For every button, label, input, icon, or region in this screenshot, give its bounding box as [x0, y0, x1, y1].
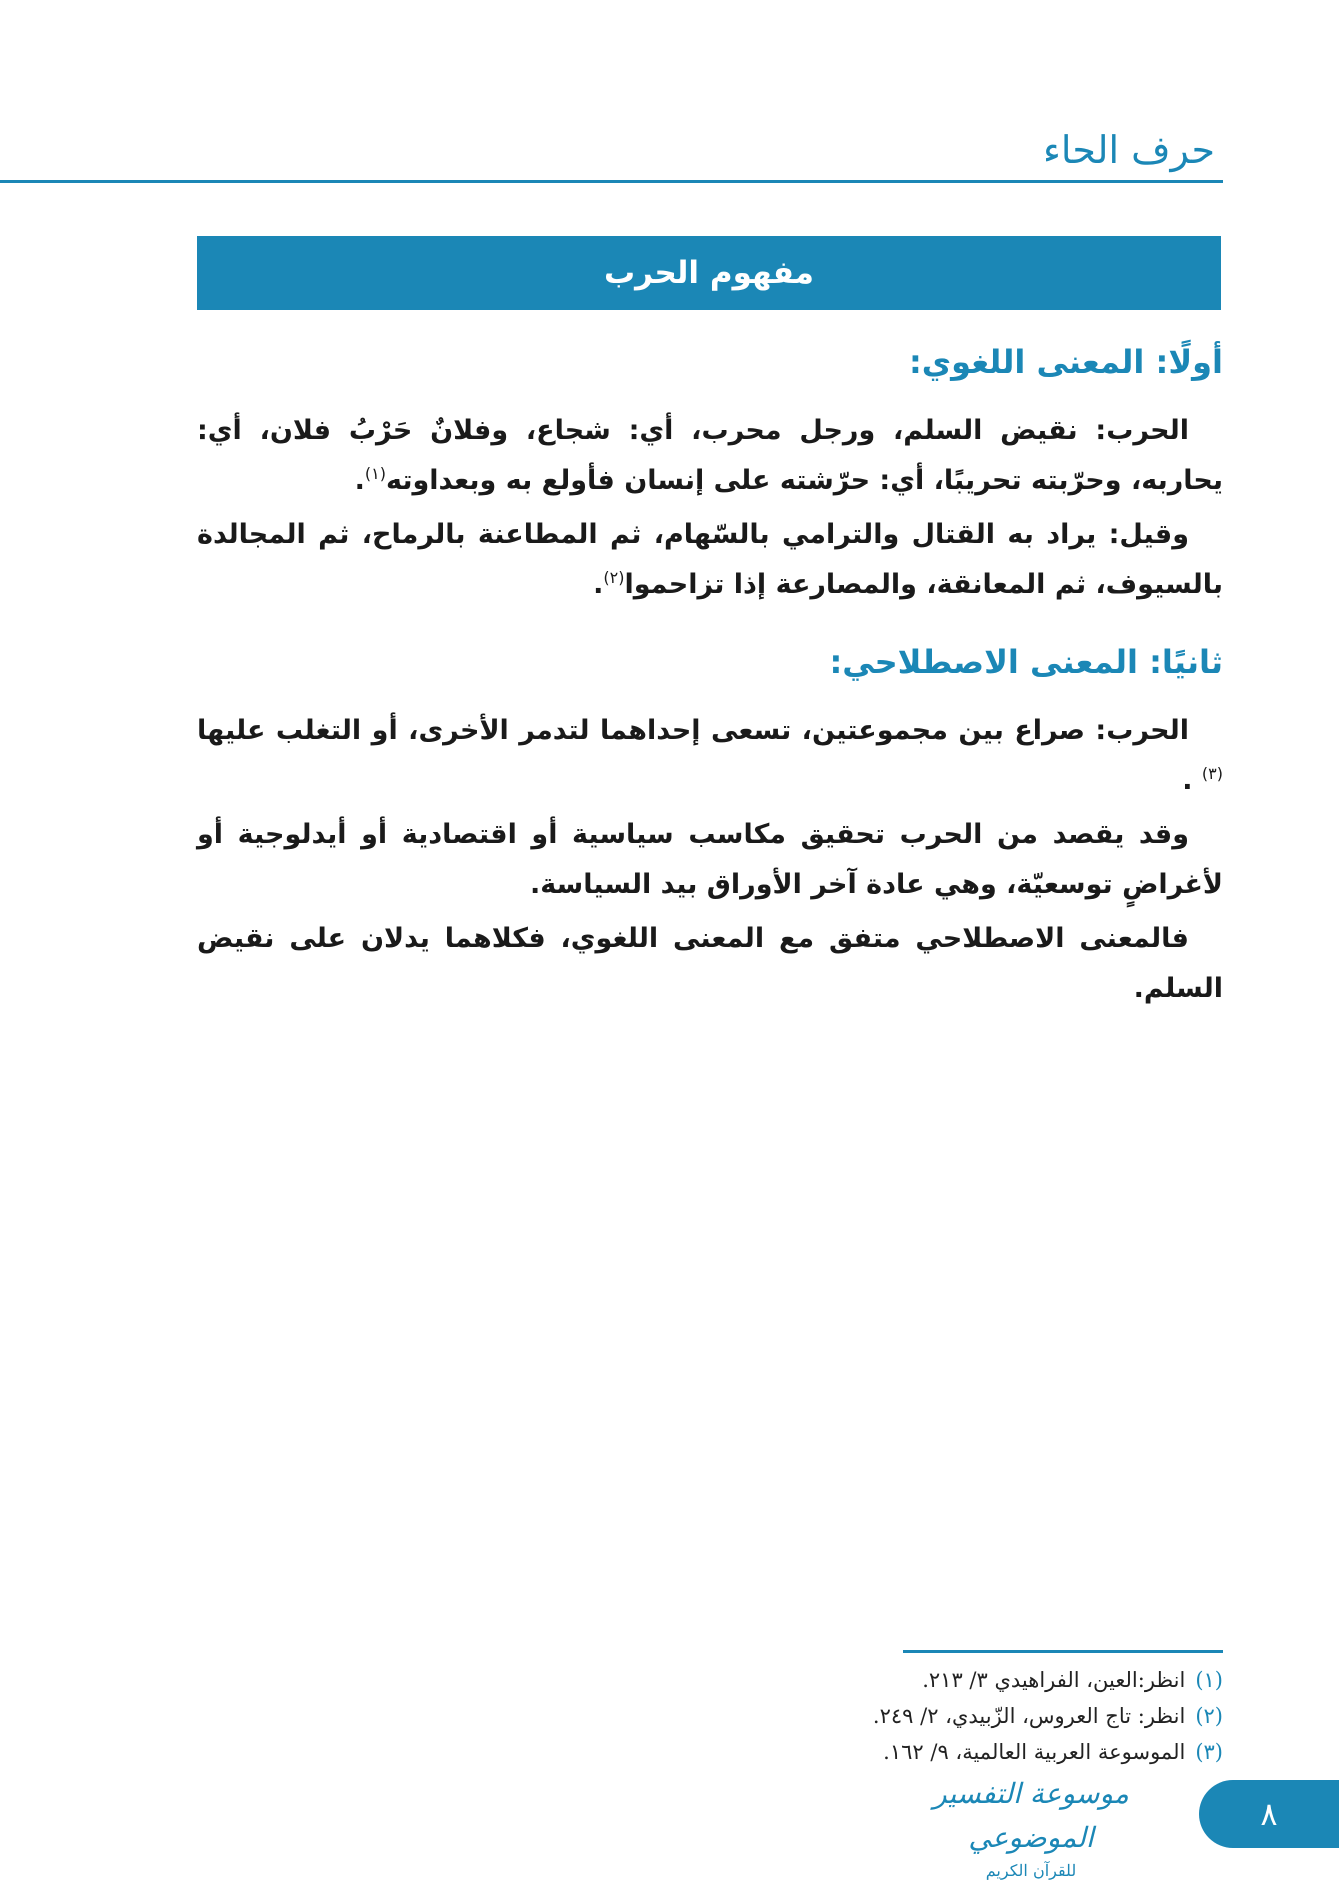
paragraph [197, 706, 1223, 806]
footnote-number: (٣) [1195, 1740, 1223, 1764]
footnote-ref[interactable]: (١) [364, 464, 386, 483]
footnote-text: انظر:العين، الفراهيدي ٣/ ٢١٣. [922, 1668, 1186, 1692]
paragraph [197, 914, 1223, 1014]
main-content [197, 330, 1223, 1018]
footnote-item [603, 1734, 1223, 1770]
paragraph [197, 510, 1223, 610]
logo-main-text: موسوعة التفسير الموضوعي [933, 1777, 1129, 1854]
paragraph-text: وقيل: يراد به القتال والترامي بالسّهام، ثم المطاعنة بالرماح، ثم المجالدة بالسيوف، ثم المعانقة، والمصارعة إذا تزاحموا [197, 519, 1223, 600]
footnote-text: الموسوعة العربية العالمية، ٩/ ١٦٢. [883, 1740, 1186, 1764]
encyclopedia-logo [891, 1772, 1171, 1882]
running-header-title: حرف الحاء [1042, 128, 1215, 172]
paragraph [197, 810, 1223, 910]
page-number: ٨ [1260, 1795, 1278, 1833]
section-heading-terminological: ثانيًا: المعنى الاصطلاحي: [829, 643, 1223, 681]
footnotes-list [603, 1662, 1223, 1770]
paragraph-text: فالمعنى الاصطلاحي متفق مع المعنى اللغوي، فكلاهما يدلان على نقيض السلم. [197, 923, 1223, 1004]
paragraph [197, 406, 1223, 506]
footnote-number: (١) [1195, 1668, 1223, 1692]
chapter-title: مفهوم الحرب [604, 255, 814, 291]
footnote-ref[interactable]: (٢) [603, 568, 625, 587]
paragraph-end: . [1182, 765, 1193, 796]
footnote-number: (٢) [1195, 1704, 1223, 1728]
footnote-item [603, 1698, 1223, 1734]
section-heading-linguistic: أولًا: المعنى اللغوي: [909, 343, 1223, 381]
header-rule [0, 180, 1223, 183]
chapter-title-band [197, 236, 1221, 310]
paragraph-text: الحرب: صراع بين مجموعتين، تسعى إحداهما لتدمر الأخرى، أو التغلب عليها [197, 715, 1189, 746]
logo-sub-text: للقرآن الكريم [985, 1861, 1077, 1880]
page-number-badge [1199, 1780, 1339, 1848]
footnote-ref[interactable]: (٣) [1201, 764, 1223, 783]
paragraph-end: . [354, 465, 365, 496]
footnote-item [603, 1662, 1223, 1698]
footnote-separator [903, 1650, 1223, 1653]
footnote-text: انظر: تاج العروس، الزّبيدي، ٢/ ٢٤٩. [872, 1704, 1186, 1728]
paragraph-text: وقد يقصد من الحرب تحقيق مكاسب سياسية أو اقتصادية أو أيدلوجية أو لأغراضٍ توسعيّة، وهي عادة آخر الأوراق بيد السياسة. [197, 819, 1223, 900]
paragraph-end: . [593, 569, 604, 600]
paragraph-text: الحرب: نقيض السلم، ورجل محرب، أي: شجاع، وفلانٌ حَرْبُ فلان، أي: يحاربه، وحرّبته تحريبًا، أي: حرّشته على إنسان فأولع به وبعداوته [197, 415, 1223, 496]
